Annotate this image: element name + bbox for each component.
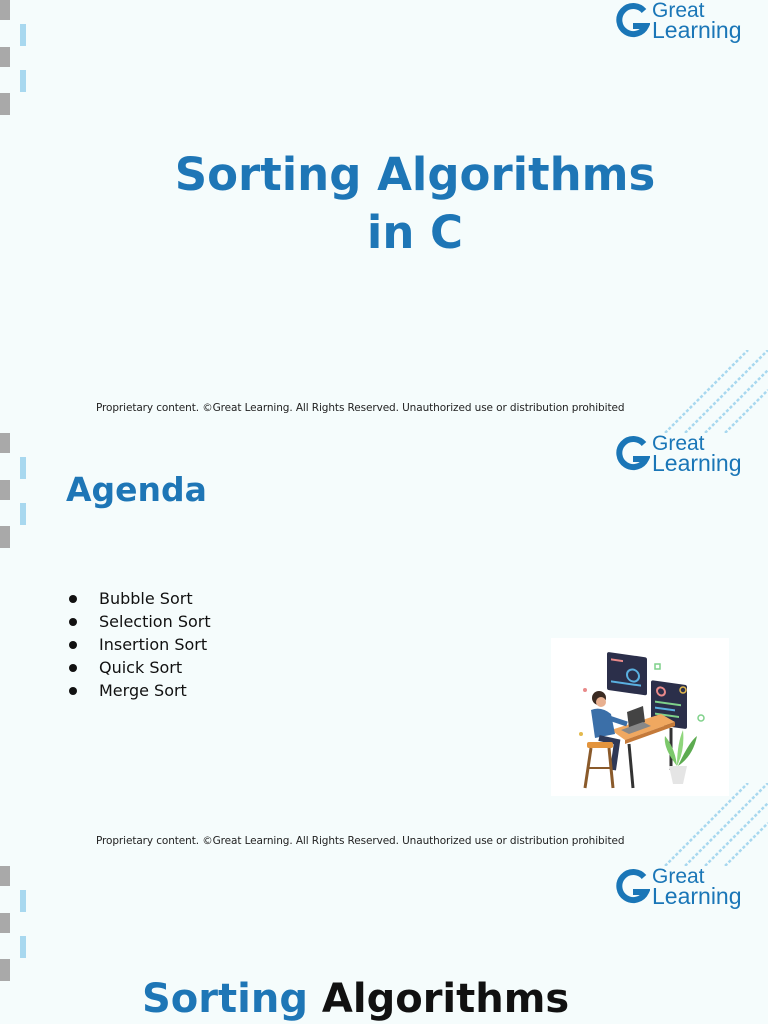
bullet-icon xyxy=(69,687,77,695)
slide-title xyxy=(0,0,768,433)
list-item xyxy=(66,633,211,656)
list-item-text: Selection Sort xyxy=(99,612,211,631)
bullet-icon xyxy=(69,595,77,603)
slide-agenda xyxy=(0,433,768,866)
bullet-icon xyxy=(69,664,77,672)
section-title-part2: Algorithms xyxy=(321,976,570,1022)
agenda-list xyxy=(66,587,211,702)
logo-word-great: Great xyxy=(652,866,705,888)
section-title xyxy=(142,974,569,1024)
slide-title-heading xyxy=(0,146,768,262)
logo-word-learning: Learning xyxy=(652,450,742,476)
agenda-heading: Agenda xyxy=(66,470,207,509)
great-learning-logo xyxy=(616,0,754,44)
list-item xyxy=(66,610,211,633)
logo-word-learning: Learning xyxy=(652,17,742,43)
left-edge-dashes xyxy=(0,866,30,1006)
left-edge-dashes xyxy=(0,0,30,140)
section-title-part1: Sorting xyxy=(142,976,308,1022)
logo-word-great: Great xyxy=(652,0,705,22)
bullet-icon xyxy=(69,641,77,649)
left-edge-dashes xyxy=(0,433,30,573)
list-item xyxy=(66,656,211,679)
logo-word-great: Great xyxy=(652,433,705,455)
diagonal-hatch-decoration xyxy=(658,783,768,866)
slide-sorting-algorithms xyxy=(0,866,768,1024)
logo-word-learning: Learning xyxy=(652,883,742,909)
list-item xyxy=(66,679,211,702)
title-line-2: in C xyxy=(366,206,464,259)
great-learning-logo xyxy=(616,866,754,910)
list-item xyxy=(66,587,211,610)
g-logo-icon xyxy=(616,435,650,473)
title-line-1: Sorting Algorithms xyxy=(174,148,656,201)
footer-copyright: Proprietary content. ©Great Learning. All Rights Reserved. Unauthorized use or distribution prohibited xyxy=(96,402,625,414)
developer-at-desk-illustration xyxy=(551,638,729,796)
g-logo-icon xyxy=(616,2,650,40)
list-item-text: Merge Sort xyxy=(99,681,187,700)
great-learning-logo xyxy=(616,433,754,477)
list-item-text: Quick Sort xyxy=(99,658,183,677)
diagonal-hatch-decoration xyxy=(658,350,768,433)
bullet-icon xyxy=(69,618,77,626)
list-item-text: Insertion Sort xyxy=(99,635,208,654)
footer-copyright: Proprietary content. ©Great Learning. All Rights Reserved. Unauthorized use or distribution prohibited xyxy=(96,835,625,847)
g-logo-icon xyxy=(616,868,650,906)
list-item-text: Bubble Sort xyxy=(99,589,193,608)
